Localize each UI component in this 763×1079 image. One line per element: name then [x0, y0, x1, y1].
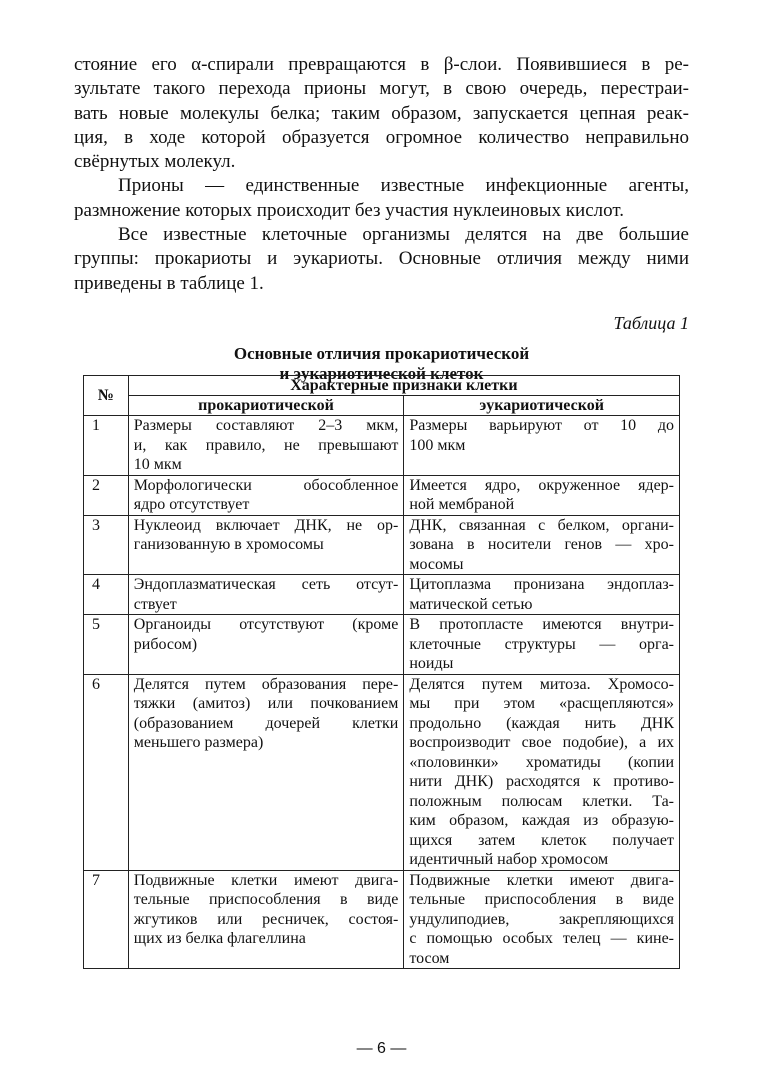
cell-line: тельные приспособления в виде	[133, 891, 399, 908]
header-number: №	[84, 376, 129, 416]
cell-line: ноиды	[409, 655, 454, 672]
table-row	[84, 870, 680, 969]
cell-eukaryotic	[404, 870, 680, 969]
row-number: 3	[84, 515, 129, 575]
cell-line: Нуклеоид включает ДНК, не ор-	[133, 516, 399, 534]
header-eukaryotic: эукариотической	[404, 396, 680, 416]
cell-line: В протопласте имеются внутри-	[409, 616, 674, 633]
table-body	[84, 416, 680, 969]
cell-line: ким образом, каждая из образую-	[409, 812, 674, 829]
table-subheader-row	[84, 396, 680, 416]
cell-line: Эндоплазматическая сеть отсут-	[133, 576, 399, 593]
cell-line: Подвижные клетки имеют двига-	[409, 871, 674, 889]
cell-line: Подвижные клетки имеют двига-	[133, 871, 399, 889]
cell-prokaryotic	[128, 674, 404, 870]
text-line: размножение которых происходит без участия нуклеиновых кислот.	[74, 199, 624, 221]
cell-eukaryotic	[404, 475, 680, 515]
table-row	[84, 515, 680, 575]
table-header-row	[84, 376, 680, 396]
cell-line: «половинки» хроматиды (копии	[409, 753, 674, 771]
cell-eukaryotic	[404, 515, 680, 575]
cell-line: Цитоплазма пронизана эндоплаз-	[409, 576, 674, 593]
table-caption: Таблица 1	[613, 312, 689, 333]
cell-line: тосом	[409, 949, 450, 967]
cell-line: 10 мкм	[133, 456, 182, 473]
text-line: вать новые молекулы белка; таким образом, запускается цепная реак-	[74, 102, 689, 124]
cell-eukaryotic	[404, 416, 680, 476]
cell-line: ундулиподиев, закрепляющихся	[409, 910, 674, 928]
text-line: стояние его α-спирали превращаются в β-слои. Появившиеся в ре-	[74, 54, 689, 75]
row-number: 2	[84, 475, 129, 515]
cell-line: Морфологически обособленное	[133, 476, 399, 494]
cell-line: (образованием дочерей клетки	[133, 714, 399, 732]
cell-line: с помощью особых телец — кине-	[409, 930, 674, 947]
cell-line: Делятся путем образования пере-	[133, 675, 399, 693]
cell-prokaryotic	[128, 575, 404, 615]
cell-line: жгутиков или ресничек, состоя-	[133, 910, 399, 928]
cell-differences-table	[83, 375, 680, 969]
cell-line: рибосом)	[133, 635, 198, 653]
paragraph-3	[74, 223, 689, 296]
table-title-line: и эукариотической клеток	[279, 363, 484, 383]
table-title-line: Основные отличия прокариотической	[233, 343, 530, 363]
text-line: Все известные клеточные организмы делятся на две большие	[118, 224, 689, 246]
text-line: свёрнутых молекул.	[74, 151, 236, 173]
cell-line: ствует	[133, 595, 177, 613]
cell-eukaryotic	[404, 615, 680, 675]
cell-line: 100 мкм	[409, 436, 466, 454]
text-line: Прионы — единственные известные инфекционные агенты,	[118, 175, 689, 197]
cell-line: клеточные структуры — орга-	[409, 635, 674, 653]
text-line: ция, в ходе которой образуется огромное количество неправильно	[74, 126, 689, 148]
cell-line: и, как правило, не превышают	[133, 436, 399, 454]
cell-line: Имеется ядро, окруженное ядер-	[409, 476, 674, 494]
cell-prokaryotic	[128, 870, 404, 969]
cell-prokaryotic	[128, 515, 404, 575]
row-number: 1	[84, 416, 129, 476]
text-line: зультате такого перехода прионы могут, в свою очередь, перестраи-	[74, 78, 689, 100]
header-group: Характерные признаки клетки	[128, 376, 679, 396]
table-row	[84, 575, 680, 615]
cell-line: воспроизводит свое подобие), а их	[409, 734, 674, 751]
cell-eukaryotic	[404, 674, 680, 870]
cell-line: зована в носители генов — хро-	[409, 536, 674, 553]
row-number: 4	[84, 575, 129, 615]
row-number: 7	[84, 870, 129, 969]
cell-prokaryotic	[128, 615, 404, 675]
cell-line: щих из белка флагеллина	[133, 930, 306, 947]
cell-prokaryotic	[128, 416, 404, 476]
cell-line: ДНК, связанная с белком, органи-	[409, 516, 674, 534]
cell-line: ганизованную в хромосомы	[133, 536, 324, 553]
table-row	[84, 674, 680, 870]
text-line: группы: прокариоты и эукариоты. Основные отличия между ними	[74, 248, 689, 270]
cell-line: идентичный набор хромосом	[409, 851, 609, 868]
row-number: 6	[84, 674, 129, 870]
cell-line: мы при этом «расщепляются»	[409, 695, 674, 712]
cell-line: Делятся путем митоза. Хромосо-	[409, 675, 674, 693]
cell-line: Размеры составляют 2–3 мкм,	[133, 417, 399, 434]
cell-line: продольно (каждая нить ДНК	[409, 714, 674, 732]
cell-line: Органоиды отсутствуют (кроме	[133, 616, 399, 633]
row-number: 5	[84, 615, 129, 675]
cell-line: Размеры варьируют от 10 до	[409, 417, 674, 434]
cell-line: тельные приспособления в виде	[409, 891, 674, 908]
cell-line: щихся затем клеток получает	[409, 831, 674, 849]
cell-line: ной мембраной	[409, 496, 515, 513]
paragraph-1	[74, 53, 689, 174]
page-content	[74, 53, 689, 384]
cell-line: ядро отсутствует	[133, 496, 250, 513]
paragraph-2	[74, 174, 689, 223]
table-row	[84, 615, 680, 675]
cell-line: матической сетью	[409, 595, 533, 613]
cell-line: меньшего размера)	[133, 734, 264, 751]
cell-line: нити ДНК) расходятся к противо-	[409, 773, 674, 790]
cell-prokaryotic	[128, 475, 404, 515]
cell-line: положным полюсам клетки. Та-	[409, 792, 674, 810]
header-prokaryotic: прокариотической	[128, 396, 404, 416]
cell-eukaryotic	[404, 575, 680, 615]
table-row	[84, 416, 680, 476]
text-line: приведены в таблице 1.	[74, 272, 264, 294]
cell-line: мосомы	[409, 555, 464, 573]
page-number: — 6 —	[356, 1040, 407, 1057]
table-row	[84, 475, 680, 515]
cell-line: тяжки (амитоз) или почкованием	[133, 695, 399, 712]
